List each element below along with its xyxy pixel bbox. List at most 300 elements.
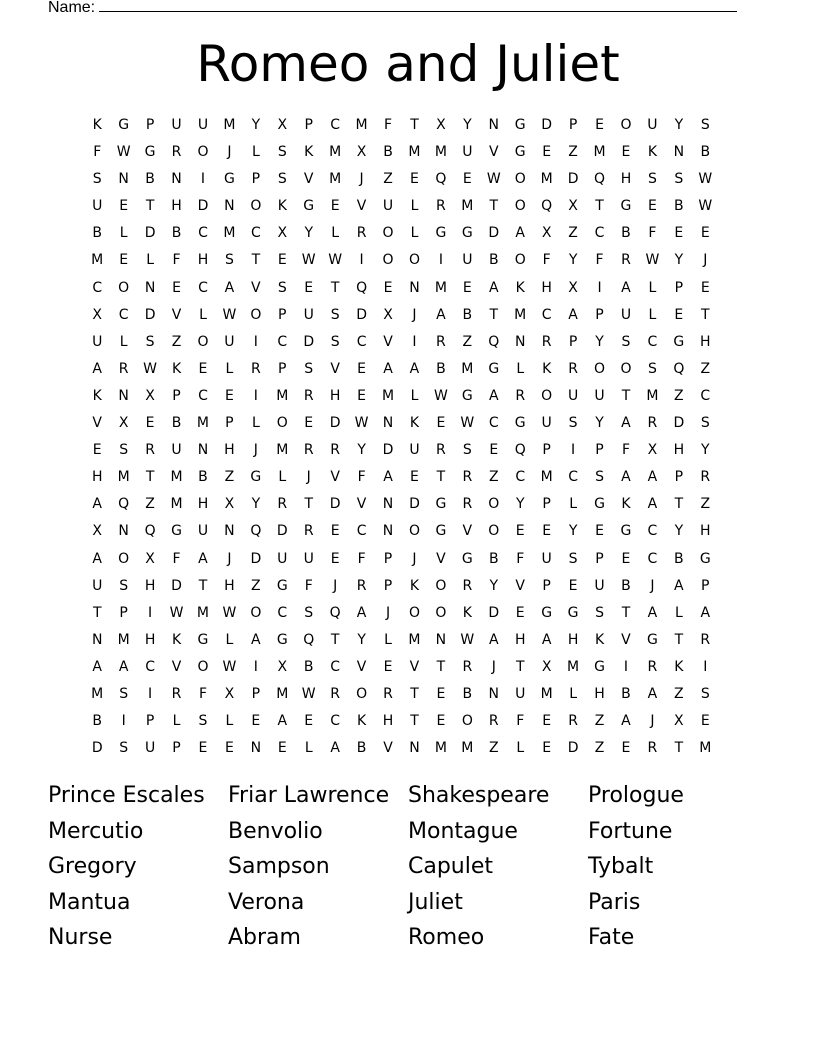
grid-letter: A [541,631,552,648]
grid-letter: X [541,658,552,675]
grid-row [84,681,734,708]
grid-letter: C [647,550,658,567]
grid-letter: E [251,713,261,730]
grid-letter: W [460,415,475,432]
grid-letter: D [356,306,367,323]
grid-letter: C [568,469,578,486]
grid-letter: U [594,577,605,594]
grid-letter: S [595,604,604,621]
grid-letter: H [541,279,552,296]
grid-row [84,166,734,193]
grid-letter: R [303,442,314,459]
grid-letter: K [409,415,420,432]
grid-letter: L [225,631,234,648]
grid-letter: F [93,144,102,161]
grid-letter: G [514,144,526,161]
grid-letter: Z [462,333,473,350]
grid-letter: P [595,442,604,459]
grid-letter: U [92,198,103,215]
grid-letter: L [172,713,181,730]
grid-letter: W [645,252,660,269]
grid-letter: U [171,442,182,459]
grid-letter: Y [304,225,313,242]
grid-letter: R [436,333,446,350]
grid-letter: T [701,306,710,323]
grid-letter: E [436,713,446,730]
grid-row [84,193,734,220]
grid-letter: Z [383,171,393,188]
grid-letter: R [330,685,341,702]
grid-letter: O [382,225,394,242]
grid-letter: A [568,306,578,323]
grid-letter: J [412,550,417,567]
grid-letter: B [171,415,182,432]
grid-letter: Y [463,117,472,133]
grid-letter: C [198,279,208,296]
grid-letter: O [118,279,130,296]
grid-letter: A [330,740,340,757]
grid-row [84,302,734,329]
grid-letter: O [382,252,394,269]
grid-letter: E [198,740,208,757]
grid-letter: K [304,144,314,161]
grid-letter: S [277,144,287,161]
grid-letter: F [304,577,313,594]
grid-letter: N [382,523,394,540]
grid-letter: K [277,198,287,215]
grid-letter: Y [568,523,578,540]
grid-letter: M [434,144,447,161]
grid-row [84,139,734,166]
grid-letter: Q [673,360,685,377]
grid-row [84,573,734,600]
grid-letter: X [541,225,552,242]
grid-letter: I [253,333,258,350]
grid-row [84,627,734,654]
grid-letter: O [250,198,262,215]
grid-letter: K [462,604,472,621]
grid-row [84,735,734,762]
grid-letter: E [277,740,287,757]
grid-letter: I [597,279,602,296]
grid-letter: S [674,171,684,188]
grid-letter: E [621,144,631,161]
grid-letter: U [462,144,473,161]
grid-letter: P [542,442,551,459]
grid-letter: L [146,252,154,269]
grid-letter: D [329,415,341,432]
grid-letter: N [144,279,156,296]
grid-letter: Q [303,631,315,648]
grid-letter: T [674,740,684,757]
grid-letter: U [197,523,209,540]
grid-letter: S [277,171,287,188]
grid-letter: Y [357,631,366,648]
grid-row [84,410,734,437]
grid-letter: W [328,252,343,269]
grid-letter: E [489,442,499,459]
grid-letter: I [438,252,443,269]
word-list-item: Prince Escales [48,783,205,808]
grid-letter: Q [514,442,526,459]
grid-letter: H [171,198,182,215]
grid-letter: A [198,550,208,567]
grid-letter: P [278,306,287,323]
grid-letter: G [541,604,553,621]
grid-letter: R [145,442,155,459]
grid-letter: T [145,469,155,486]
grid-letter: U [409,442,420,459]
grid-letter: D [567,740,579,757]
grid-letter: Z [700,496,711,513]
grid-letter: M [91,252,104,269]
grid-letter: U [303,306,314,323]
word-list-item: Juliet [408,889,463,915]
word-list-item: Sampson [228,854,330,880]
grid-letter: H [197,252,209,269]
grid-letter: T [330,631,340,648]
grid-letter: G [594,496,605,513]
grid-letter: B [700,144,711,161]
grid-letter: Z [171,333,182,350]
grid-letter: A [383,469,393,486]
grid-letter: S [224,252,234,269]
grid-letter: D [250,550,262,567]
grid-letter: M [567,658,580,675]
grid-letter: Y [674,523,684,540]
grid-letter: E [595,523,604,540]
grid-letter: X [145,387,155,404]
grid-letter: F [384,117,393,133]
grid-row [84,546,734,573]
grid-letter: T [198,577,208,594]
grid-letter: L [384,631,392,648]
grid-letter: B [436,360,446,377]
name-label: Name: [48,0,96,16]
grid-letter: C [700,387,711,404]
grid-letter: E [515,604,525,621]
grid-letter: H [567,631,579,648]
grid-letter: U [92,333,103,350]
grid-letter: W [460,631,475,648]
grid-letter: G [461,387,473,404]
grid-letter: K [92,387,102,404]
grid-letter: C [515,469,526,486]
grid-letter: D [276,523,288,540]
grid-letter: S [304,604,314,621]
grid-letter: O [594,360,606,377]
grid-letter: V [251,279,261,296]
grid-letter: S [119,740,129,757]
grid-row [84,518,734,545]
word-list-item: Mercutio [48,818,144,844]
grid-letter: F [357,469,366,486]
grid-letter: X [92,523,103,540]
grid-letter: P [251,685,261,702]
word-list-item: Prologue [588,783,684,808]
grid-letter: X [647,442,658,459]
grid-letter: F [648,225,657,242]
grid-letter: P [172,387,181,404]
grid-letter: T [251,252,261,269]
grid-letter: A [224,279,235,296]
grid-letter: I [148,604,153,621]
grid-letter: K [594,631,605,648]
grid-letter: U [620,306,632,323]
grid-letter: G [435,496,447,513]
grid-letter: S [700,685,710,702]
grid-letter: U [303,550,314,567]
grid-letter: E [542,713,552,730]
grid-letter: M [646,387,659,404]
grid-letter: M [329,144,342,161]
grid-letter: S [568,415,578,432]
grid-letter: S [462,442,472,459]
grid-letter: G [620,198,632,215]
grid-letter: J [385,604,391,621]
grid-letter: B [488,550,499,567]
grid-row [84,329,734,356]
grid-letter: S [647,360,657,377]
grid-letter: C [145,658,155,675]
grid-letter: G [223,171,235,188]
grid-letter: N [673,144,685,161]
grid-letter: E [357,387,367,404]
grid-letter: L [674,604,683,621]
grid-letter: P [251,171,261,188]
grid-letter: V [171,658,182,675]
grid-letter: Y [674,117,684,133]
grid-letter: R [700,631,711,648]
grid-letter: M [276,442,289,459]
grid-letter: U [647,117,658,133]
grid-row [84,247,734,274]
grid-letter: T [410,713,419,730]
grid-letter: L [331,225,340,242]
grid-letter: P [145,713,155,730]
grid-row [84,112,734,139]
grid-letter: L [119,225,128,242]
grid-letter: Y [251,117,261,133]
grid-letter: L [569,496,577,513]
grid-letter: L [225,360,234,377]
grid-letter: A [436,306,446,323]
grid-letter: Z [488,469,499,486]
grid-letter: B [303,658,314,675]
grid-letter: C [250,225,261,242]
grid-letter: V [621,631,631,648]
word-list-item: Montague [408,818,518,844]
grid-letter: E [277,252,287,269]
grid-letter: F [595,252,604,269]
grid-letter: A [277,713,288,730]
grid-letter: Y [357,442,366,459]
grid-letter: T [595,198,604,215]
grid-letter: G [250,469,262,486]
grid-letter: N [197,442,209,459]
grid-letter: P [542,496,551,513]
page-title: Romeo and Juliet [196,35,620,93]
grid-letter: E [542,523,552,540]
grid-letter: V [356,496,367,513]
grid-letter: A [621,415,631,432]
grid-letter: H [673,442,685,459]
grid-letter: I [412,333,417,350]
grid-letter: L [304,740,313,757]
grid-letter: N [250,740,262,757]
grid-letter: G [488,360,500,377]
grid-letter: V [303,171,314,188]
grid-letter: Q [356,279,368,296]
grid-letter: H [700,333,711,350]
grid-letter: O [197,144,209,161]
grid-letter: R [647,740,658,757]
grid-letter: B [145,171,155,188]
grid-letter: H [144,631,156,648]
word-list-item: Abram [228,925,301,951]
grid-letter: U [462,252,473,269]
grid-letter: L [251,415,260,432]
letter-grid [84,112,734,762]
grid-letter: F [516,550,525,567]
grid-letter: A [251,631,261,648]
grid-letter: O [514,198,526,215]
grid-letter: A [647,496,658,513]
grid-letter: F [172,550,181,567]
grid-letter: K [92,117,102,133]
grid-letter: R [303,523,314,540]
grid-letter: G [144,144,156,161]
grid-letter: M [223,225,236,242]
grid-letter: N [224,198,235,215]
grid-letter: O [488,523,500,540]
grid-letter: S [92,171,102,188]
grid-letter: E [436,685,446,702]
grid-letter: P [304,117,313,133]
grid-letter: M [223,117,236,133]
grid-letter: D [409,496,420,513]
grid-letter: H [620,171,632,188]
grid-letter: H [514,631,526,648]
grid-letter: G [646,631,658,648]
grid-letter: X [277,117,288,133]
grid-letter: W [433,387,448,404]
grid-letter: I [703,658,708,675]
grid-letter: K [542,360,552,377]
grid-letter: L [119,333,128,350]
grid-letter: A [488,279,499,296]
grid-letter: M [196,415,210,432]
grid-letter: Y [568,252,578,269]
grid-letter: T [410,117,419,133]
grid-letter: G [567,604,579,621]
grid-letter: T [436,658,446,675]
grid-letter: S [647,171,657,188]
grid-letter: Q [594,171,606,188]
grid-letter: P [225,415,234,432]
grid-letter: M [170,469,183,486]
grid-letter: U [541,550,552,567]
grid-letter: M [540,685,553,702]
grid-letter: P [172,740,181,757]
grid-letter: K [171,360,182,377]
grid-letter: L [516,360,525,377]
grid-letter: G [699,550,711,567]
grid-letter: H [700,523,711,540]
grid-letter: A [621,279,631,296]
grid-letter: W [222,658,237,675]
grid-letter: Q [144,523,156,540]
grid-letter: V [436,550,446,567]
word-list-item: Capulet [408,854,494,880]
grid-letter: W [222,306,237,323]
grid-letter: P [568,333,578,350]
grid-letter: D [488,604,500,621]
grid-letter: E [357,360,367,377]
grid-letter: V [171,306,182,323]
grid-letter: J [253,442,258,459]
grid-letter: R [488,713,499,730]
grid-letter: H [329,387,341,404]
grid-letter: E [621,740,631,757]
grid-letter: M [117,631,130,648]
grid-letter: M [381,387,395,404]
grid-letter: H [382,713,394,730]
grid-letter: B [356,740,367,757]
grid-letter: D [144,225,156,242]
grid-row [84,491,734,518]
grid-letter: R [568,713,578,730]
grid-letter: L [410,198,419,215]
grid-row [84,437,734,464]
grid-letter: P [383,577,393,594]
grid-letter: S [198,713,208,730]
grid-letter: V [383,740,393,757]
grid-letter: C [356,333,367,350]
grid-letter: Y [489,577,499,594]
word-list [48,778,768,956]
grid-letter: C [277,604,288,621]
grid-letter: E [410,171,419,188]
grid-letter: L [648,306,657,323]
grid-letter: M [408,144,421,161]
grid-letter: I [200,171,206,188]
grid-letter: O [488,496,500,513]
grid-letter: G [594,658,605,675]
grid-letter: G [171,523,182,540]
grid-letter: R [171,144,182,161]
grid-letter: O [514,171,526,188]
word-list-item: Romeo [408,925,485,951]
grid-letter: K [674,658,684,675]
grid-letter: T [304,496,313,513]
word-list-item: Paris [588,889,641,915]
grid-letter: A [647,604,658,621]
grid-letter: R [462,469,473,486]
grid-letter: R [303,387,314,404]
grid-letter: B [198,469,208,486]
grid-letter: R [171,685,182,702]
grid-letter: G [118,117,130,133]
grid-letter: P [674,279,684,296]
grid-letter: S [119,685,129,702]
grid-letter: N [118,171,129,188]
grid-letter: N [409,279,420,296]
grid-letter: S [568,550,578,567]
grid-letter: I [571,442,576,459]
grid-letter: K [515,279,525,296]
grid-letter: M [329,171,342,188]
